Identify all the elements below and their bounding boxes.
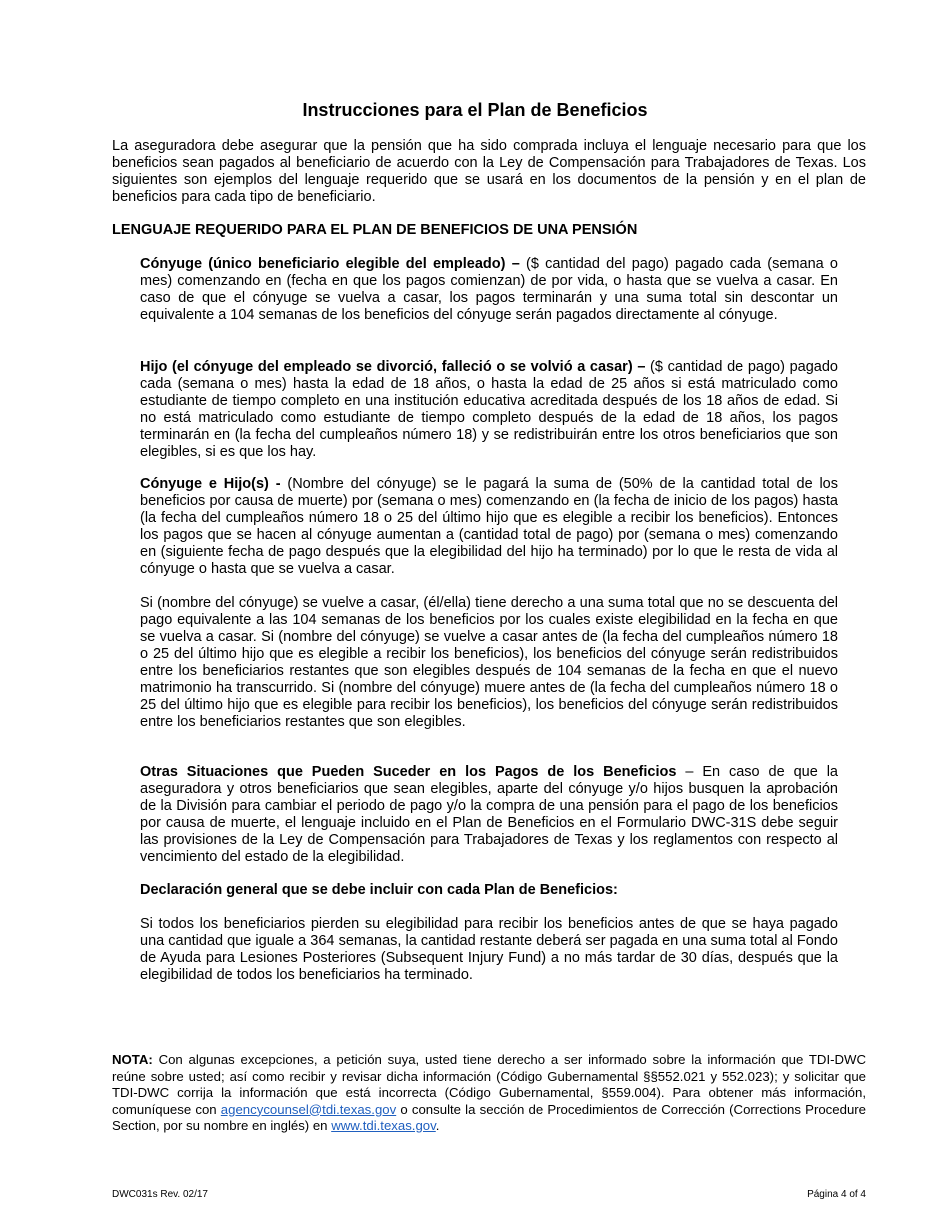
paragraph-conyuge (140, 256, 838, 324)
paragraph-otras-situaciones (140, 764, 838, 866)
nota-text-3: . (435, 1118, 440, 1133)
paragraph-declaracion: Si todos los beneficiarios pierden su elegibilidad para recibir los beneficios antes de que se haya pagado una cantidad que iguale a 364 semanas, la cantidad restante deberá ser pagada en una suma total al Fondo de Ayuda para Lesiones Posteriores (Subsequent Injury Fund) a no más tardar de 30 días, después que la elegibilidad de todos los beneficiarios ha terminado. (140, 916, 838, 983)
page-title: Instrucciones para el Plan de Beneficios (302, 100, 648, 120)
declaracion-heading: Declaración general que se debe incluir con cada Plan de Beneficios: (140, 882, 618, 898)
paragraph-conyuge-heading: Cónyuge (único beneficiario elegible del empleado) – (140, 256, 520, 272)
paragraph-hijo (140, 359, 838, 461)
nota-text-1: Con algunas excepciones, a petición suya, usted tiene derecho a ser informado sobre la información que TDI-DWC reúne sobre usted; así como recibir y revisar dicha información (Código Gubernamental §§552.021 y 552.023); y solicitar que TDI-DWC corrija la información que está incorrecta (Código Gubernamental, §559.004). Para obtener más información, comuníquese con (112, 1052, 866, 1117)
nota-label: NOTA: (112, 1052, 153, 1067)
paragraph-hijo-text: ($ cantidad de pago) pagado cada (semana o mes) hasta la edad de 18 años, o hasta la edad de 25 años si está matriculado como estudiante de tiempo completo en una institución educativa acreditada después de los 18 años de edad. Si no está matriculado como estudiante de tiempo completo después de la edad de 18 años, los pagos terminarán en (la fecha del cumpleaños número 18) y se redistribuirán entre los otros beneficiarios que son elegibles, si es que los hay. (140, 359, 838, 460)
section-heading: LENGUAJE REQUERIDO PARA EL PLAN DE BENEFICIOS DE UNA PENSIÓN (112, 222, 638, 238)
website-link[interactable]: www.tdi.texas.gov (331, 1118, 436, 1133)
nota-text-2: o consulte la sección de Procedimientos de Corrección (Corrections Procedure Section, por su nombre en inglés) en (112, 1101, 866, 1133)
paragraph-conyuge-text: ($ cantidad del pago) pagado cada (semana o mes) comenzando en (fecha en que los pagos comienzan) de por vida, o hasta que se vuelva a casar. En caso de que el cónyuge se vuelva a casar, los pagos terminarán y una suma total sin descontar un equivalente a 104 semanas de los beneficios del cónyuge serán pagados directamente al cónyuge. (140, 256, 838, 323)
footer-page-number: Página 4 of 4 (807, 1189, 866, 1200)
nota-paragraph (112, 1052, 866, 1135)
paragraph-si-casar: Si (nombre del cónyuge) se vuelve a casar, (él/ella) tiene derecho a una suma total que no se descuenta del pago equivalente a las 104 semanas de los beneficios por los cuales existe elegibilidad en la fecha en que se vuelva a casar. Si (nombre del cónyuge) se vuelve a casar antes de (la fecha del cumpleaños número 18 o 25 del último hijo que es elegible a recibir los beneficios), los beneficios del cónyuge serán redistribuidos entre los beneficiarios restantes que son elegibles después de 104 semanas de la fecha en que el nuevo matrimonio ha transcurrido. Si (nombre del cónyuge) muere antes de (la fecha del cumpleaños número 18 o 25 del último hijo que es elegible para recibir los beneficios), los beneficios del cónyuge serán redistribuidos entre los beneficiarios restantes que son elegibles. (140, 595, 838, 730)
paragraph-hijo-heading: Hijo (el cónyuge del empleado se divorció, falleció o se volvió a casar) – (140, 359, 646, 375)
paragraph-otras-text: – En caso de que la aseguradora y otros beneficiarios que sean elegibles, aparte del cónyuge y/o hijos busquen la aprobación de la División para cambiar el periodo de pago y/o la compra de una pensión para el pago de los beneficios por causa de muerte, el lenguaje incluido en el Plan de Beneficios en el Formulario DWC-31S debe seguir las provisiones de la Ley de Compensación para Trabajadores de Texas y los reglamentos con respecto al vencimiento del estado de la elegibilidad. (140, 764, 838, 865)
paragraph-otras-heading: Otras Situaciones que Pueden Suceder en los Pagos de los Beneficios (140, 764, 677, 780)
paragraph-conyuge-hijos-heading: Cónyuge e Hijo(s) - (140, 476, 281, 492)
email-link[interactable]: agencycounsel@tdi.texas.gov (220, 1101, 397, 1117)
paragraph-conyuge-hijos-text: (Nombre del cónyuge) se le pagará la suma de (50% de la cantidad total de los beneficios por causa de muerte) por (semana o mes) comenzando en (la fecha de inicio de los pagos) hasta (la fecha del cumpleaños número 18 o 25 del último hijo que es elegible a recibir los beneficios). Entonces los pagos que se hacen al cónyuge aumentan a (cantidad total de pago) por (semana o mes) comenzando en (siguiente fecha de pago después que la elegibilidad del hijo ha terminado) por lo que le resta de vida al cónyuge o hasta que se vuelva a casar. (140, 476, 838, 577)
intro-paragraph: La aseguradora debe asegurar que la pensión que ha sido comprada incluya el lenguaje necesario para que los beneficios sean pagados al beneficiario de acuerdo con la Ley de Compensación para Trabajadores de Texas. Los siguientes son ejemplos del lenguaje requerido que se usará en los documentos de la pensión y en el plan de beneficios para cada tipo de beneficiario. (112, 138, 866, 205)
footer-form-id: DWC031s Rev. 02/17 (112, 1189, 208, 1200)
paragraph-conyuge-hijos (140, 476, 838, 578)
